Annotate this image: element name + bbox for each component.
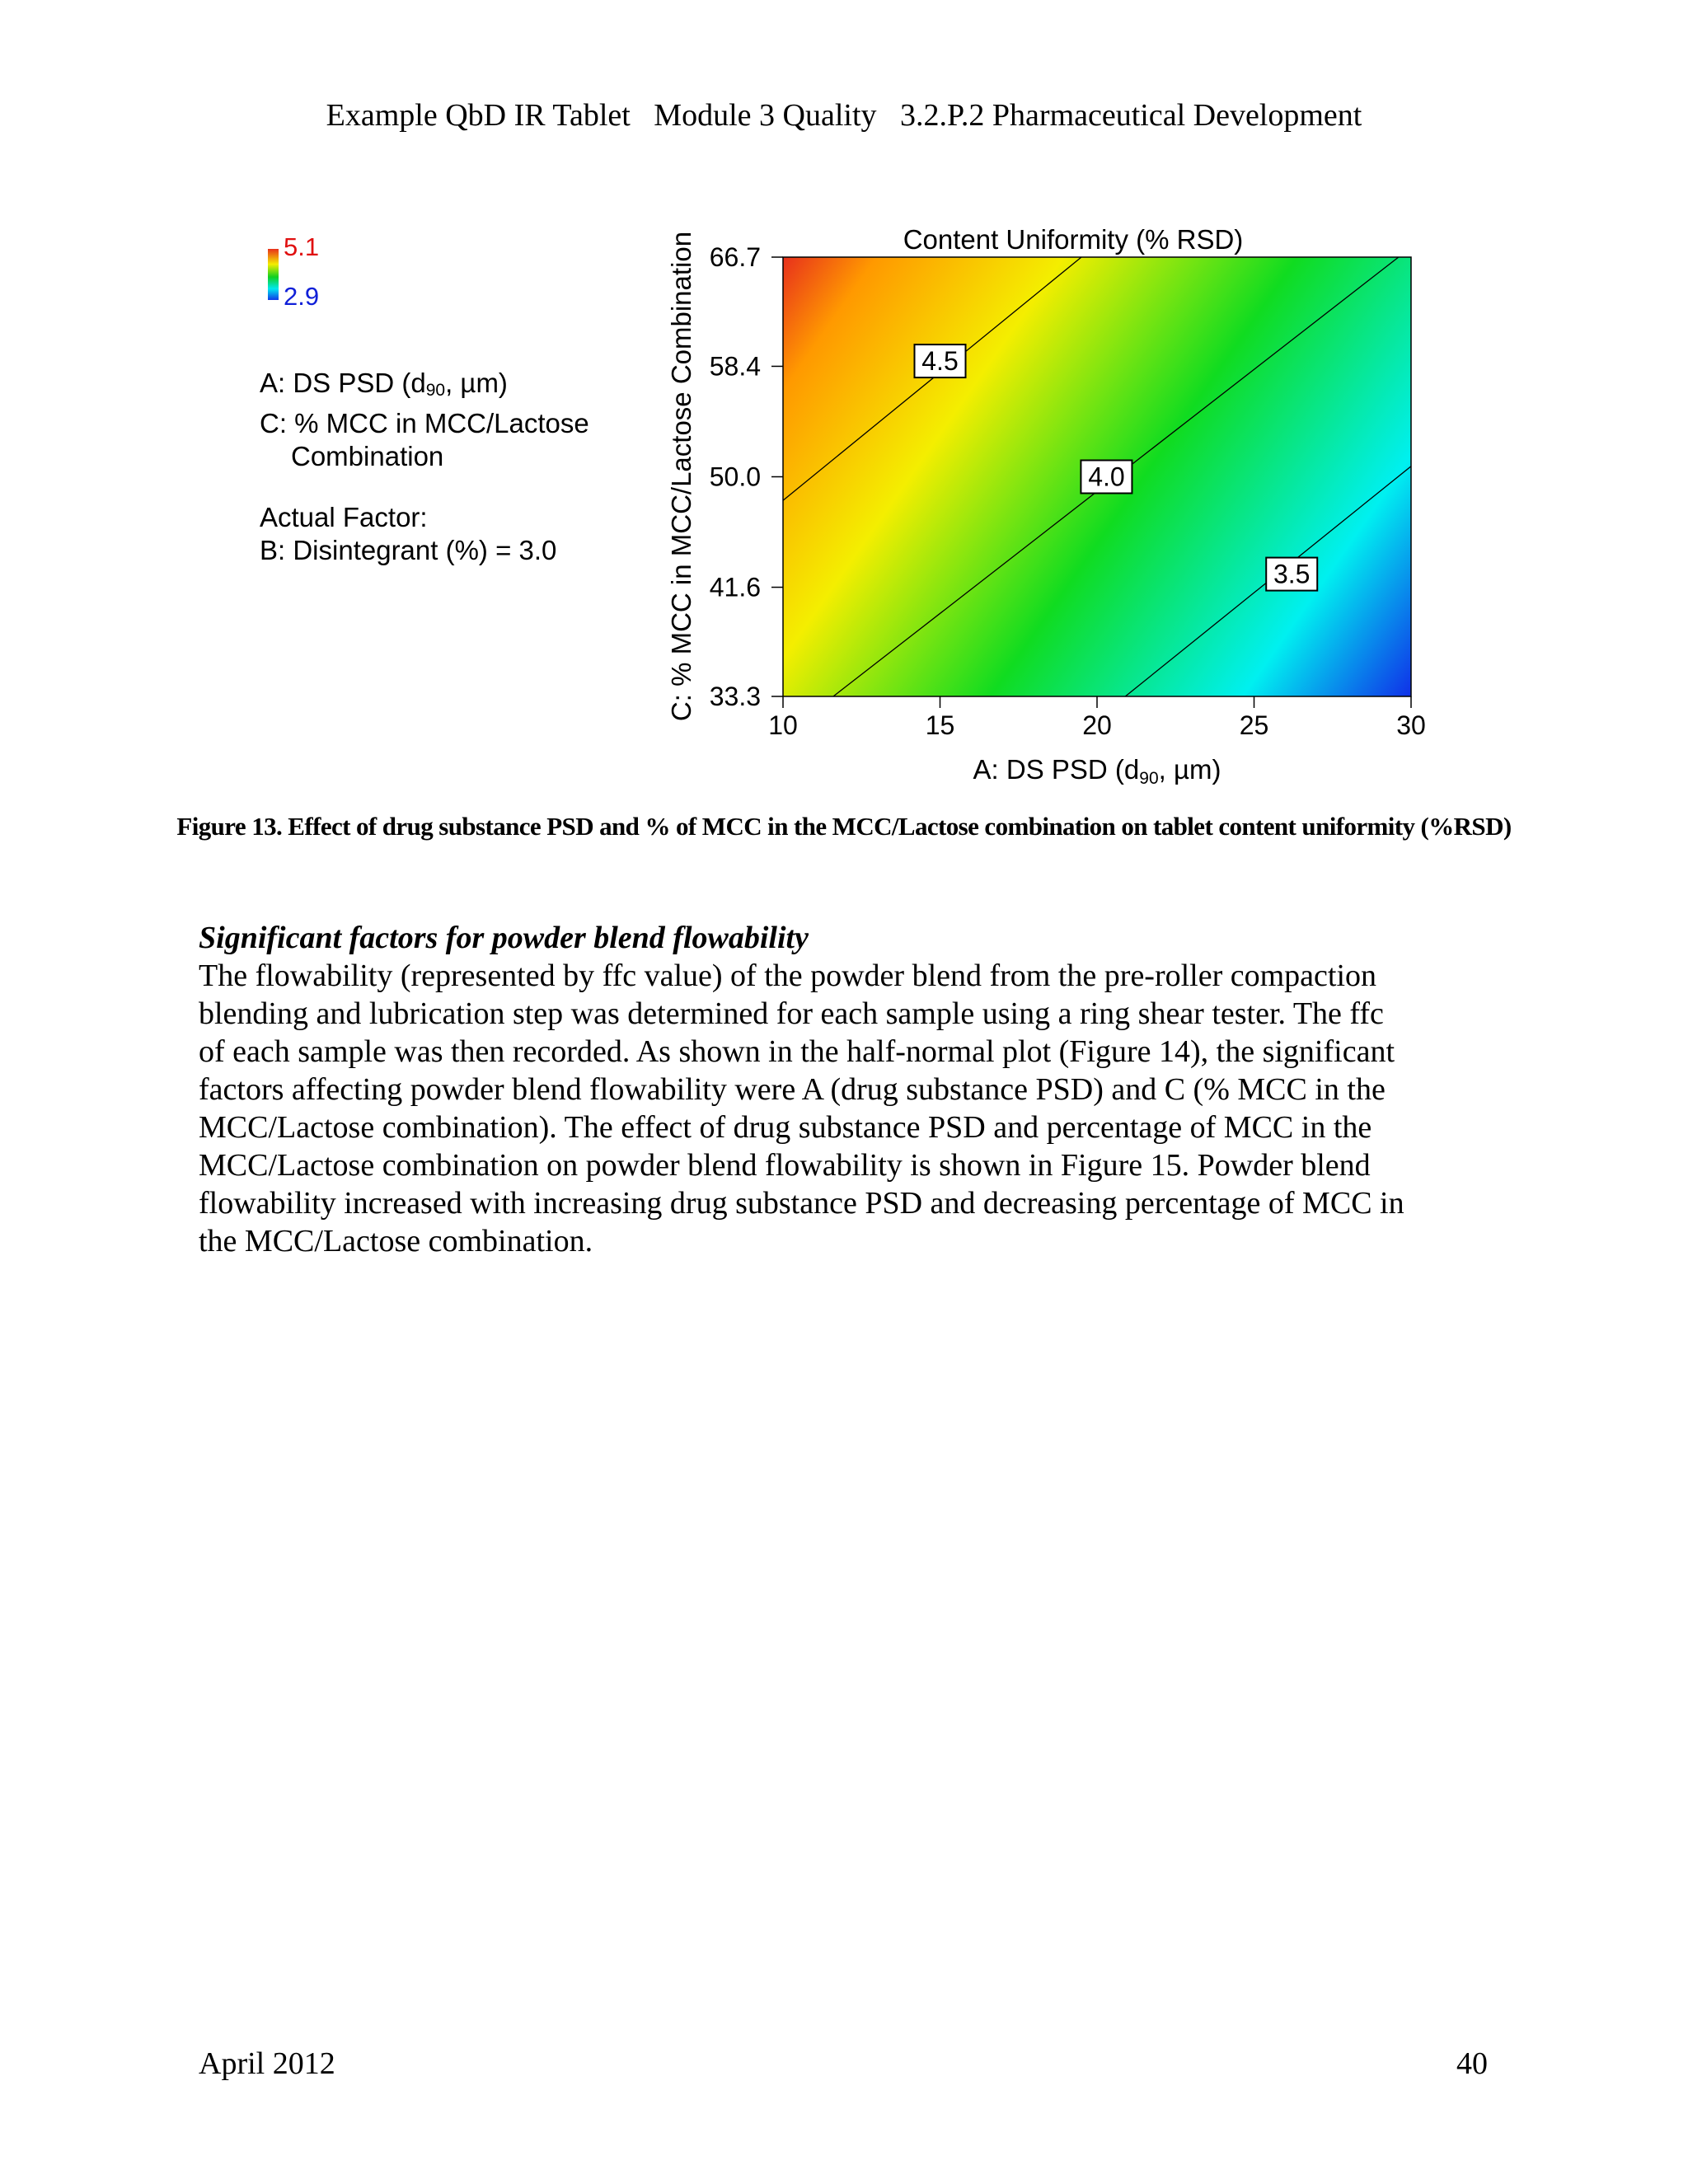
y-tick-label: 41.6 [709,572,761,602]
x-tick-label: 10 [768,710,798,740]
paragraph-line: of each sample was then recorded. As shown in the half-normal plot (Figure 14), the significant [199,1034,1395,1069]
chart-title: Content Uniformity (% RSD) [903,224,1244,255]
color-min-label: 2.9 [284,282,320,311]
y-tick-label: 58.4 [709,351,761,382]
y-axis-ticks [710,242,783,711]
paragraph-line: blending and lubrication step was determined for each sample using a ring shear tester. The ffc [199,996,1384,1031]
paragraph-line: factors affecting powder blend flowability were A (drug substance PSD) and C (% MCC in the [199,1072,1386,1107]
x-axis-label: A: DS PSD (d90, µm) [973,754,1221,788]
paragraph-line: the MCC/Lactose combination. [199,1224,593,1258]
y-tick-label: 50.0 [709,462,761,492]
paragraph-line: MCC/Lactose combination). The effect of drug substance PSD and percentage of MCC in the [199,1110,1372,1145]
body-section [199,919,1501,1260]
y-axis-label: C: % MCC in MCC/Lactose Combination [666,231,696,722]
factor-c-label: C: % MCC in MCC/Lactose [260,408,589,438]
footer-date: April 2012 [199,2046,335,2081]
x-tick-label: 15 [925,710,955,740]
x-tick-label: 25 [1239,710,1269,740]
actual-factor-heading: Actual Factor: [260,502,428,532]
page-number: 40 [1456,2046,1488,2081]
contour-label: 3.5 [1273,559,1311,589]
color-max-label: 5.1 [284,232,320,261]
figure-caption: Figure 13. Effect of drug substance PSD and % of MCC in the MCC/Lactose combination on tablet content uniformity (%RSD) [176,812,1512,841]
contour-label: 4.5 [921,346,959,377]
x-tick-label: 30 [1396,710,1426,740]
paragraph-line: The flowability (represented by ffc value) of the powder blend from the pre-roller compaction [199,958,1377,993]
page-header: Example QbD IR Tablet Module 3 Quality 3.2.P.2 Pharmaceutical Development [326,98,1362,133]
section-heading: Significant factors for powder blend flowability [199,921,809,955]
contour-label: 4.0 [1088,462,1125,492]
paragraph-line: flowability increased with increasing drug substance PSD and decreasing percentage of MCC in [199,1186,1404,1221]
y-tick-label: 33.3 [709,682,761,711]
x-tick-label: 20 [1082,710,1112,740]
content-uniformity-chart [0,0,1688,808]
y-tick-label: 66.7 [709,242,761,272]
paragraph-line: MCC/Lactose combination on powder blend flowability is shown in Figure 15. Powder blend [199,1148,1371,1183]
x-axis-ticks [768,696,1426,740]
factor-c-label-cont: Combination [291,441,444,471]
actual-factor-value: B: Disintegrant (%) = 3.0 [260,535,557,565]
factor-a-label: A: DS PSD ($d_{90}$, µm) [260,368,508,400]
